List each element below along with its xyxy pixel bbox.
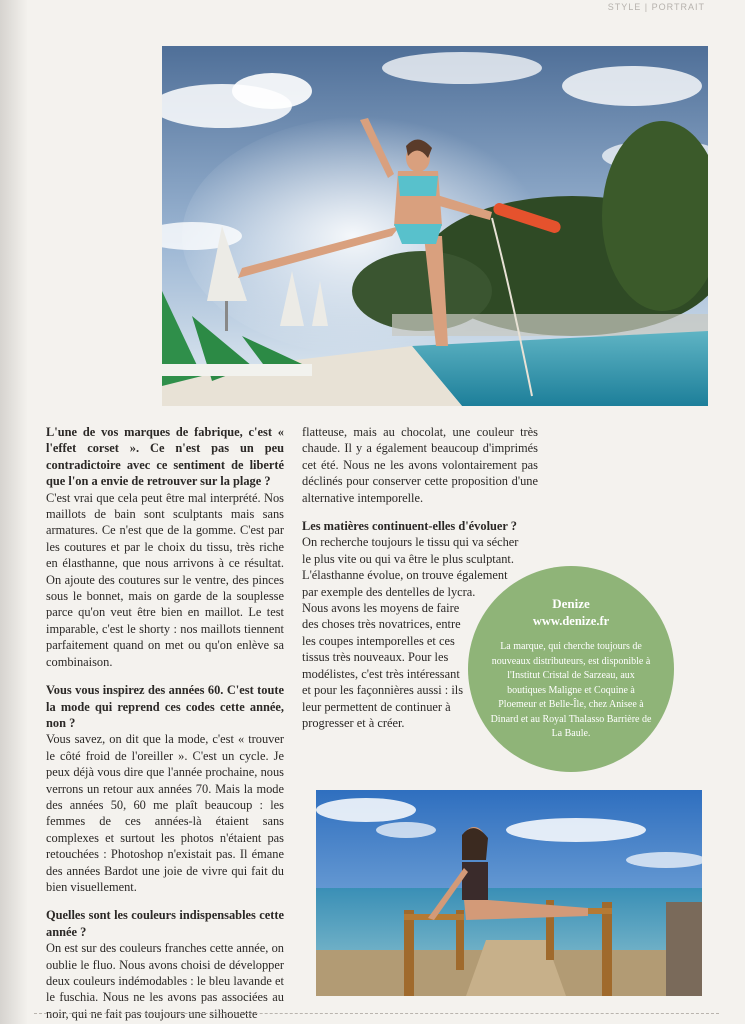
question-heading: Vous vous inspirez des années 60. C'est toute la mode qui reprend ces codes cette année, non ?: [46, 683, 284, 730]
running-head: STYLE | PORTRAIT: [607, 2, 705, 12]
question-heading: Les matières continuent-elles d'évoluer ?: [302, 519, 517, 534]
answer-paragraph: flatteuse, mais au chocolat, une couleur très chaude. Il y a également beaucoup d'imprimés cet été. Nous ne les avons volontairement pas déclinés pour conserver cette proposition d'une alternative intemporelle.: [302, 425, 538, 505]
text-line: L'élasthanne évolue, on trouve également: [302, 568, 508, 583]
brand-name: Denize: [552, 596, 590, 611]
answer-paragraph: On est sur des couleurs franches cette année, on oublie le fluo. Nous avons choisi de développer deux couleurs indémodables : le bleu lavande et le fuschia. Nous ne les avons pas associées au noir, qui ne fait pas toujours une silhouette: [46, 941, 284, 1021]
question-heading: Quelles sont les couleurs indispensables cette année ?: [46, 908, 284, 939]
brand-info-badge: [468, 566, 674, 772]
text-line: progresser et à créer.: [302, 715, 405, 730]
text-line: par exemple des dentelles de lycra.: [302, 584, 476, 599]
text-line: le plus vite ou qui va être le plus sculptant.: [302, 551, 514, 566]
text-line: les coupes intemporelles et ces: [302, 633, 455, 648]
answer-paragraph: C'est vrai que cela peut être mal interprété. Nos maillots de bain sont sculptants mais sans armatures. Ce n'est que de la gomme. C'est par les coutures et par le choix du tissu, très riche en élasthanne, que nous arrivons à ce résultat. On ajoute des coutures sur le ventre, des pinces sous le bonnet, mais on garde de la souplesse parce qu'on veut être bien en maillot. Le test imparable, c'est le shorty : nos maillots tiennent parfaitement quand on met ou qu'on enlève sa combinaison.: [46, 490, 284, 669]
text-line: On recherche toujours le tissu qui va sécher: [302, 535, 519, 550]
answer-paragraph: Vous savez, on dit que la mode, c'est « trouver le côté froid de l'oreiller ». C'est un cycle. Je peux déjà vous dire que l'année prochaine, nous verrons un retour aux années 70. Mais la mode des années 50, 60 me plaît beaucoup : les femmes de ces années-là étaient sans complexes et surtout les photos n'étaient pas retouchées : Photoshop n'existait pas. Il émane des années Bardot une joie de vivre qui fait du bien visuellement.: [46, 732, 284, 894]
text-line: Nous avons les moyens de faire: [302, 601, 460, 616]
question-heading: L'une de vos marques de fabrique, c'est « l'effet corset ». Ce n'est pas un peu contradictoire avec ce sentiment de liberté que l'on a envie de retrouver sur la plage ?: [46, 425, 284, 489]
text-line: leur permettent de continuer à: [302, 699, 451, 714]
brand-website-link[interactable]: www.denize.fr: [532, 614, 610, 628]
text-line: et pour les façonnières aussi : ils: [302, 683, 464, 698]
page-gutter-shadow: [0, 0, 28, 1024]
pool-photo: [162, 46, 708, 406]
pier-photo: [316, 790, 702, 996]
article-column-left: [46, 424, 284, 1022]
text-line: tissus très nouveaux. Pour les: [302, 650, 449, 665]
text-line: modélistes, c'est très intéressant: [302, 666, 460, 681]
text-line: des choses très novatrices, entre: [302, 617, 461, 632]
brand-info-text: La marque, qui cherche toujours de nouveaux distributeurs, est disponible à l'Institut Cristal de Sarzeau, aux boutiques Maligne et Coquine à Ploemeur et Belle-Île, chez Anisee à Dinard et au Royal Thalasso Barrière de La Baule.: [490, 641, 652, 739]
page-bottom-rule: [34, 1013, 719, 1014]
